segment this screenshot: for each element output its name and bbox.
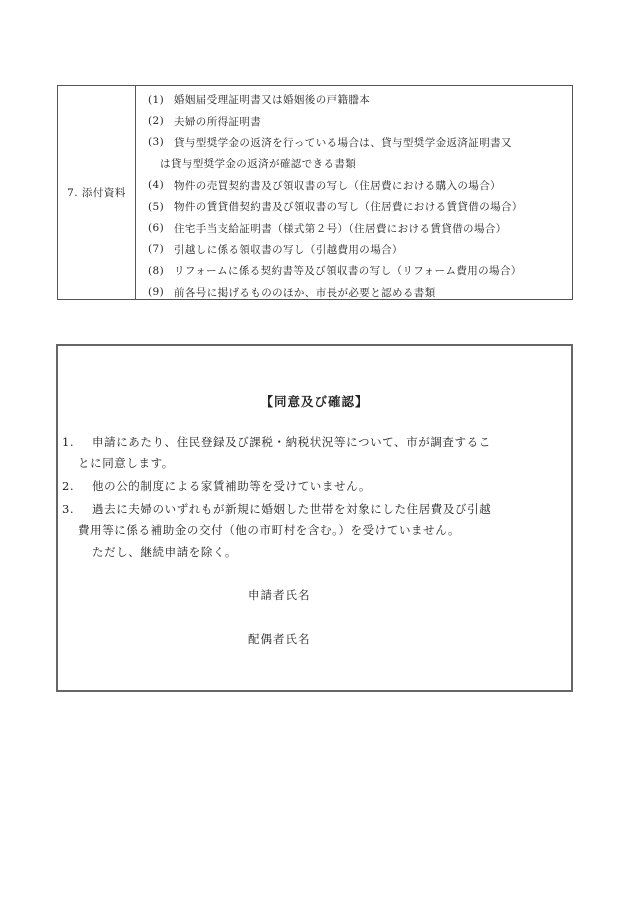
consent-number: 1. (62, 435, 75, 449)
attachment-number: (2) (148, 115, 165, 128)
attachment-text: 住宅手当支給証明書（様式第２号）（住居費における賃貸借の場合） (174, 222, 507, 235)
consent-line-continuation (78, 522, 460, 538)
attachment-item (148, 89, 572, 110)
attachment-text: リフォームに係る契約書等及び領収書の写し（リフォーム費用の場合） (174, 265, 522, 278)
attachment-number: (6) (148, 222, 165, 235)
attachment-item (148, 260, 572, 281)
attachment-text: 物件の賃貸借契約書及び領収書の写し（住居費における賃貸借の場合） (174, 201, 523, 214)
consent-line-continuation (78, 455, 174, 471)
consent-text: 過去に夫婦のいずれもが新規に婚姻した世帯を対象にした住居費及び引越 (92, 502, 492, 516)
consent-text: 申請にあたり、住民登録及び課税・納税状況等について、市が調査するこ (92, 435, 491, 449)
consent-title: 【同意及び確認】 (260, 394, 369, 409)
attachment-text: 夫婦の所得証明書 (174, 115, 262, 128)
consent-text: とに同意します。 (78, 456, 174, 470)
attachment-text: は貸与型奨学金の返済が確認できる書類 (160, 158, 357, 171)
attachments-table (57, 85, 573, 300)
attachment-number: (8) (148, 264, 165, 277)
consent-box (56, 344, 573, 692)
spouse-name-label: 配偶者氏名 (248, 632, 311, 646)
consent-line (62, 501, 491, 517)
consent-text: 他の公的制度による家賃補助等を受けていません。 (92, 479, 371, 493)
attachment-number: (7) (148, 243, 165, 256)
attachments-label: 7. 添付資料 (58, 86, 136, 299)
attachment-text: 前各号に掲げるもののほか、市長が必要と認める書類 (174, 286, 436, 299)
consent-text: 費用等に係る補助金の交付（他の市町村を含む。）を受けていません。 (78, 523, 461, 537)
attachment-item (148, 282, 572, 303)
consent-line (62, 434, 491, 450)
consent-line (62, 478, 371, 494)
attachment-item-continuation (148, 153, 572, 174)
attachment-text: 物件の売買契約書及び領収書の写し（住居費における購入の場合） (174, 179, 501, 192)
attachment-item (148, 132, 572, 153)
attachment-text: 引越しに係る領収書の写し（引越費用の場合） (174, 243, 403, 256)
attachment-item (148, 175, 572, 196)
attachment-item (148, 196, 572, 217)
attachment-item (148, 217, 572, 238)
consent-number: 2. (62, 479, 75, 493)
attachment-number: (9) (148, 286, 165, 299)
consent-note (92, 544, 237, 560)
attachment-number: (5) (148, 200, 165, 213)
attachments-list (136, 86, 572, 299)
consent-number: 3. (62, 502, 75, 516)
attachment-item (148, 110, 572, 131)
attachment-number: (1) (148, 93, 165, 106)
attachment-text: 婚姻届受理証明書又は婚姻後の戸籍謄本 (174, 94, 371, 107)
attachment-number: (4) (148, 179, 165, 192)
attachment-item (148, 239, 572, 260)
attachment-text: 貸与型奨学金の返済を行っている場合は、貸与型奨学金返済証明書又 (174, 136, 512, 149)
attachment-number: (3) (148, 136, 165, 149)
consent-text: ただし、継続申請を除く。 (92, 545, 237, 559)
applicant-name-label: 申請者氏名 (248, 588, 311, 602)
